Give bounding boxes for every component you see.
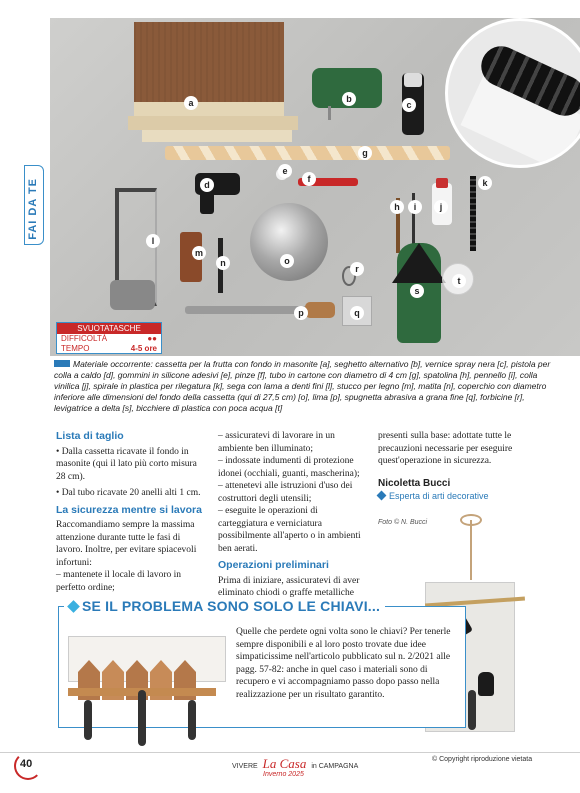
- photo-label: n: [216, 256, 230, 270]
- photo-label: t: [452, 274, 466, 288]
- spray-cap-image: [404, 73, 422, 87]
- photo-label: e: [278, 164, 292, 178]
- magazine-suffix: in CAMPAGNA: [311, 763, 359, 770]
- hacksaw-handle-image: [110, 280, 155, 310]
- crate-slat-image: [134, 102, 284, 116]
- difficulty-row: [57, 334, 161, 344]
- plastic-spiral-image: [470, 176, 476, 251]
- section-tab: [24, 165, 44, 245]
- photo-label: c: [402, 98, 416, 112]
- magazine-logo: La Casa: [262, 756, 307, 771]
- project-stats-box: [56, 322, 162, 354]
- photo-credit: Foto © N. Bucci: [378, 518, 428, 526]
- column-1: [56, 430, 206, 594]
- safety-item: – eseguite le operazioni di carteggiatura e verniciatura possibilmente all'aperto o in ambienti ben aerati.: [218, 506, 361, 554]
- diamond-icon: [67, 600, 80, 613]
- spiral-detail-image: [445, 18, 580, 168]
- related-article-title: [64, 598, 385, 614]
- photo-label: m: [192, 246, 206, 260]
- column-2: [218, 430, 368, 600]
- photo-label: q: [350, 306, 364, 320]
- key-image: [188, 700, 196, 740]
- magazine-issue: Inverno 2025: [263, 771, 304, 778]
- cut-list-item: • Dal tubo ricavate 20 anelli alti 1 cm.: [56, 488, 201, 498]
- file-handle-image: [305, 302, 335, 318]
- vinyl-glue-cap-image: [436, 178, 448, 188]
- photo-label: b: [342, 92, 356, 106]
- glue-gun-handle-image: [200, 190, 214, 214]
- magazine-name: [232, 756, 358, 772]
- crate-slat-image: [128, 116, 298, 130]
- diamond-icon: [377, 491, 387, 501]
- related-article-title-text: SE IL PROBLEMA SONO SOLO LE CHIAVI...: [82, 598, 381, 614]
- difficulty-value: ●●: [147, 334, 157, 343]
- section-tab-label: FAI DA TE: [27, 178, 39, 240]
- key-image: [84, 700, 92, 740]
- photo-label: r: [350, 262, 364, 276]
- cut-list-item: • Dalla cassetta ricavate il fondo in masonite (qui il lato più corto misura 28 cm).: [56, 446, 197, 482]
- page-number: 40: [20, 758, 33, 770]
- safety-item: – attenetevi alle istruzioni d'uso dei costruttori degli utensili;: [218, 481, 353, 504]
- key-image: [138, 690, 146, 746]
- photo-label: a: [184, 96, 198, 110]
- safety-heading: La sicurezza mentre si lavora: [56, 503, 202, 516]
- column-3: [378, 430, 528, 529]
- jigsaw-blade-image: [328, 106, 331, 120]
- photo-label: k: [478, 176, 492, 190]
- crate-slat-image: [142, 130, 292, 142]
- footer-divider: [0, 752, 580, 753]
- magazine-prefix: VIVERE: [232, 763, 258, 770]
- safety-item: – assicuratevi di lavorare in un ambiente ben illuminato;: [218, 431, 335, 454]
- author-role: [378, 490, 528, 503]
- safety-intro: Raccomandiamo sempre la massima attenzione durante tutte le fasi di lavoro. Inoltre, per evitare spiacevoli infortuni:: [56, 520, 197, 568]
- photo-label: p: [294, 306, 308, 320]
- copyright-notice: © Copyright riproduzione vietata: [432, 756, 533, 763]
- author-role-text: Esperta di arti decorative: [389, 491, 489, 501]
- preliminary-text: Prima di iniziare, assicuratevi di aver eliminato chiodi o graffe metalliche: [218, 575, 360, 598]
- materials-photo: [50, 18, 580, 356]
- cardboard-tube-image: [165, 146, 450, 160]
- photo-label: l: [146, 234, 160, 248]
- photo-label: d: [200, 178, 214, 192]
- photo-label: s: [410, 284, 424, 298]
- caption-text: Materiale occorrente: cassetta per la frutta con fondo in masonite [a], seghetto alternativo [b], vernice spray nera [c], pistola per colla a caldo [d], gommini in silicone adesivi [e], pinze [f], tubo in cartone con diametro di 4 cm [g], spatolina [h], pennello [i], colla vinilica [j], spirale in plastica per rilegatura [k], sega con lama a denti fini [l], stucco per legno [m], matita [n], coperchio con diametro inferiore alle dimensioni del fondo della cassetta (qui di 27,5 cm) [o], lima [p], spugnetta abrasiva a grana fine [q], forbicine [r], levigatrice a delta [s], bicchiere di plastica con poca acqua [t]: [54, 359, 551, 413]
- safety-item: – mantenete il locale di lavoro in perfetto ordine;: [56, 570, 182, 593]
- related-article-text: Quelle che perdete ogni volta sono le chiavi? Per tenerle sempre disponibili e al loro posto trovate due idee simpaticissime nell'articolo pubblicato sul n. 2/2021 alle pagg. 57-82: anche in quel caso i materiali sono di recupero e vi accompagniamo passo dopo passo nella realizzazione per un risultato garantito.: [236, 627, 451, 700]
- preliminary-text-cont: presenti sulla base: adottate tutte le precauzioni necessarie per eseguire quest'operazione in sicurezza.: [378, 431, 513, 466]
- preliminary-heading: Operazioni preliminari: [218, 559, 329, 571]
- photo-label: j: [434, 200, 448, 214]
- cat-silhouette-image: [478, 672, 494, 696]
- project-title: SVUOTATASCHE: [57, 323, 161, 334]
- lid-image: [250, 203, 328, 281]
- safety-item: – indossate indumenti di protezione idonei (occhiali, guanti, mascherina);: [218, 456, 360, 479]
- photo-label: h: [390, 200, 404, 214]
- photo-label: g: [358, 146, 372, 160]
- cut-list-heading: Lista di taglio: [56, 430, 124, 442]
- photo-label: f: [302, 172, 316, 186]
- photo-label: o: [280, 254, 294, 268]
- photo-label: i: [408, 200, 422, 214]
- crate-image: [134, 22, 284, 102]
- time-label: TEMPO: [61, 344, 90, 353]
- difficulty-label: DIFFICOLTÀ: [61, 334, 108, 343]
- key-image: [468, 690, 476, 730]
- time-row: [57, 344, 161, 354]
- author-name: Nicoletta Bucci: [378, 477, 451, 489]
- materials-caption: [54, 359, 554, 414]
- caption-marker: [54, 360, 70, 367]
- time-value: 4-5 ore: [130, 344, 157, 353]
- raffia-string-image: [470, 520, 472, 580]
